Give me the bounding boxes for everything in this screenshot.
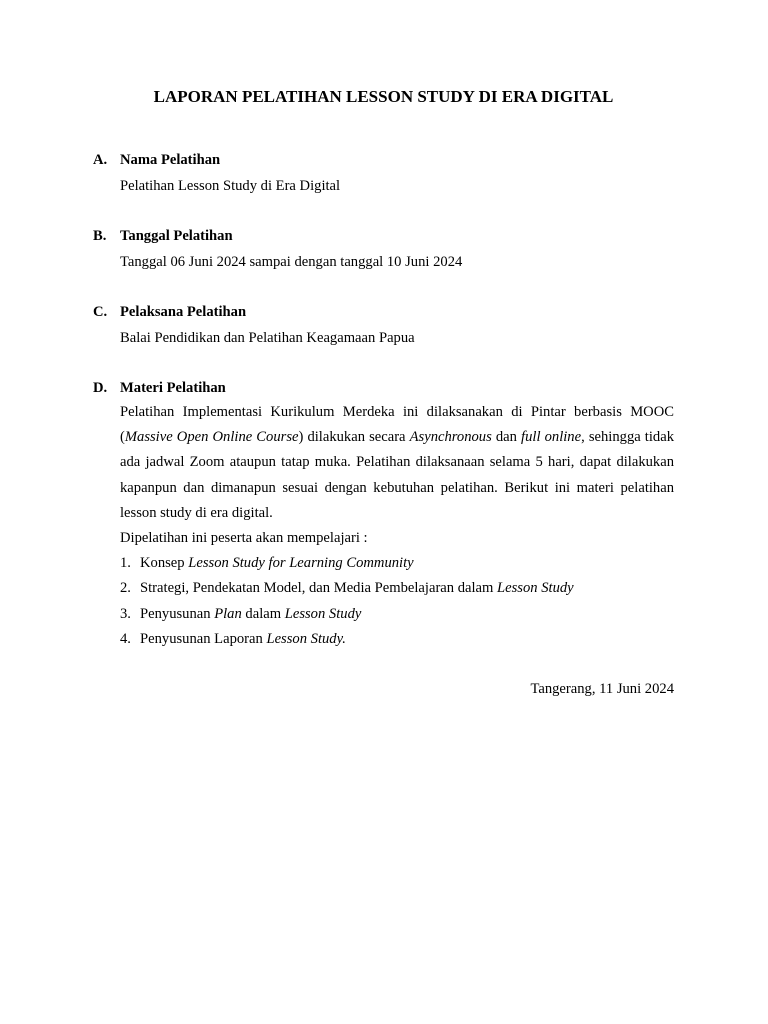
list-number: 1. xyxy=(120,555,131,572)
list-item-text: Penyusunan Plan dalam Lesson Study xyxy=(140,605,362,622)
document-title: LAPORAN PELATIHAN LESSON STUDY DI ERA DIGITAL xyxy=(153,87,614,106)
paragraph-text: , sehingga tidak ada jadwal Zoom ataupun tatap muka. Pelatihan dilaksanaan selama 5 hari, dapat dilakukan kapanpun dan dimanapun sesuai dengan kebutuhan pelatihan. Berikut ini materi pelatihan lesson study di era digital. xyxy=(120,429,674,521)
list-item xyxy=(120,602,674,627)
section-heading xyxy=(93,302,674,322)
list-item-text: Strategi, Pendekatan Model, dan Media Pembelajaran dalam Lesson Study xyxy=(140,580,574,597)
section-heading xyxy=(93,150,674,170)
section-nama-pelatihan xyxy=(93,150,674,196)
section-content: Balai Pendidikan dan Pelatihan Keagamaan Papua xyxy=(120,330,415,346)
list-number: 2. xyxy=(120,580,131,597)
closing-place-date: Tangerang, 11 Juni 2024 xyxy=(530,681,674,698)
paragraph-text: dan xyxy=(491,429,522,446)
list-item xyxy=(120,551,674,576)
materi-list xyxy=(120,551,674,652)
section-letter: C. xyxy=(93,304,108,320)
section-content xyxy=(93,400,674,652)
paragraph-italic: Asynchronous xyxy=(409,429,492,446)
list-number: 4. xyxy=(120,630,131,647)
materi-intro: Dipelatihan ini peserta akan mempelajari : xyxy=(120,530,368,547)
section-heading xyxy=(93,378,674,398)
paragraph-italic: full online xyxy=(521,429,582,446)
section-title: Materi Pelatihan xyxy=(120,380,226,396)
paragraph-text: ) dilakukan secara xyxy=(298,429,410,446)
list-item xyxy=(120,627,674,652)
list-item-text: Konsep Lesson Study for Learning Community xyxy=(140,555,414,572)
section-content: Pelatihan Lesson Study di Era Digital xyxy=(120,178,341,194)
paragraph-text: Pelatihan Implementasi Kurikulum Merdeka ini dilaksanakan di Pintar berbasis MOOC ( xyxy=(120,404,674,446)
section-letter: D. xyxy=(93,380,108,396)
section-heading xyxy=(93,226,674,246)
list-number: 3. xyxy=(120,605,131,622)
list-item xyxy=(120,576,674,601)
section-tanggal-pelatihan xyxy=(93,226,674,272)
section-letter: A. xyxy=(93,152,108,168)
section-title: Nama Pelatihan xyxy=(120,152,221,168)
list-item-text: Penyusunan Laporan Lesson Study. xyxy=(140,630,346,647)
section-title: Tanggal Pelatihan xyxy=(120,228,233,244)
section-title: Pelaksana Pelatihan xyxy=(120,304,247,320)
section-materi-pelatihan xyxy=(93,378,674,652)
section-letter: B. xyxy=(93,228,107,244)
materi-paragraph xyxy=(120,400,674,526)
paragraph-italic: Massive Open Online Course xyxy=(124,429,299,446)
section-pelaksana-pelatihan xyxy=(93,302,674,348)
section-content: Tanggal 06 Juni 2024 sampai dengan tanggal 10 Juni 2024 xyxy=(120,254,463,270)
